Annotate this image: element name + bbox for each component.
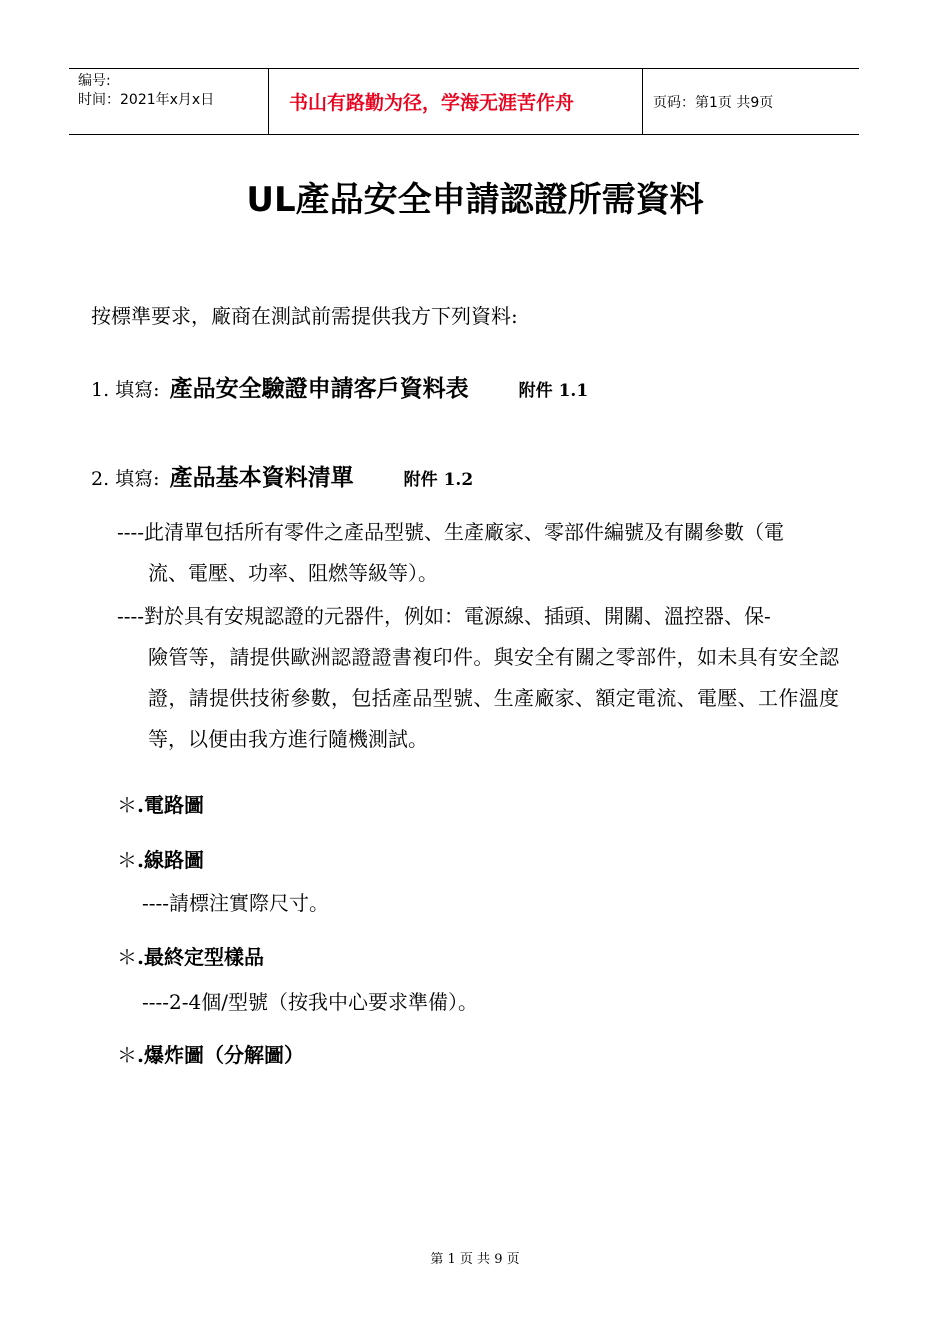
section-label: .爆炸圖（分解圖）	[137, 1043, 304, 1067]
item-form-name: 產品基本資料清單	[169, 464, 354, 491]
section-label: .最終定型樣品	[137, 945, 264, 969]
document-title: UL產品安全申請認證所需資料	[246, 180, 704, 220]
asterisk-icon: ＊	[117, 793, 137, 817]
asterisk-icon: ＊	[117, 1043, 137, 1067]
asterisk-icon: ＊	[117, 945, 137, 969]
section-circuit-diagram	[117, 789, 204, 818]
certified-components-description	[117, 596, 839, 760]
section-note: ----2-4個/型號（按我中心要求準備）。	[142, 990, 478, 1014]
page-header	[69, 68, 859, 135]
header-page-info: 页码：第1页 共9页	[653, 94, 774, 111]
item-attachment: 附件 1.2	[403, 470, 474, 490]
paragraph-continuation: 流、電壓、功率、阻燃等級等）。	[148, 561, 438, 585]
item-form-name: 產品安全驗證申請客戶資料表	[169, 375, 469, 402]
document-date: 时间：2021年x月x日	[78, 92, 215, 108]
paragraph-continuation: 險管等，請提供歐洲認證證書複印件。與安全有關之零部件，如未具有安全認證，請提供技術參數，包括產品型號、生產廠家、額定電流、電壓、工作溫度等，以便由我方進行隨機測試。	[148, 645, 839, 751]
paragraph-first-line: ----此清單包括所有零件之產品型號、生產廠家、零部件編號及有關參數（電	[117, 520, 785, 544]
section-note: ----請標注實際尺寸。	[142, 891, 330, 915]
requirement-item-2	[91, 459, 473, 492]
asterisk-icon: ＊	[117, 848, 137, 872]
paragraph-first-line: ----對於具有安規認證的元器件，例如：電源線、插頭、開關、溫控器、保-	[117, 604, 771, 628]
document-number-label: 编号:	[78, 73, 111, 89]
section-wiring-diagram	[117, 844, 204, 873]
page-footer: 第 1 页 共 9 页	[430, 1252, 520, 1267]
item-prefix: 1. 填寫:	[91, 379, 160, 401]
section-exploded-view	[117, 1039, 304, 1068]
section-final-samples	[117, 941, 264, 970]
item-prefix: 2. 填寫:	[91, 468, 160, 490]
section-label: .線路圖	[137, 848, 204, 872]
header-motto: 书山有路勤为径，学海无涯苦作舟	[269, 69, 643, 134]
item-attachment: 附件 1.1	[518, 381, 589, 401]
intro-text: 按標準要求，廠商在測試前需提供我方下列資料:	[91, 304, 518, 328]
requirement-item-1	[91, 370, 588, 403]
parts-list-description	[117, 512, 839, 594]
section-label: .電路圖	[137, 793, 204, 817]
header-meta	[69, 69, 269, 134]
